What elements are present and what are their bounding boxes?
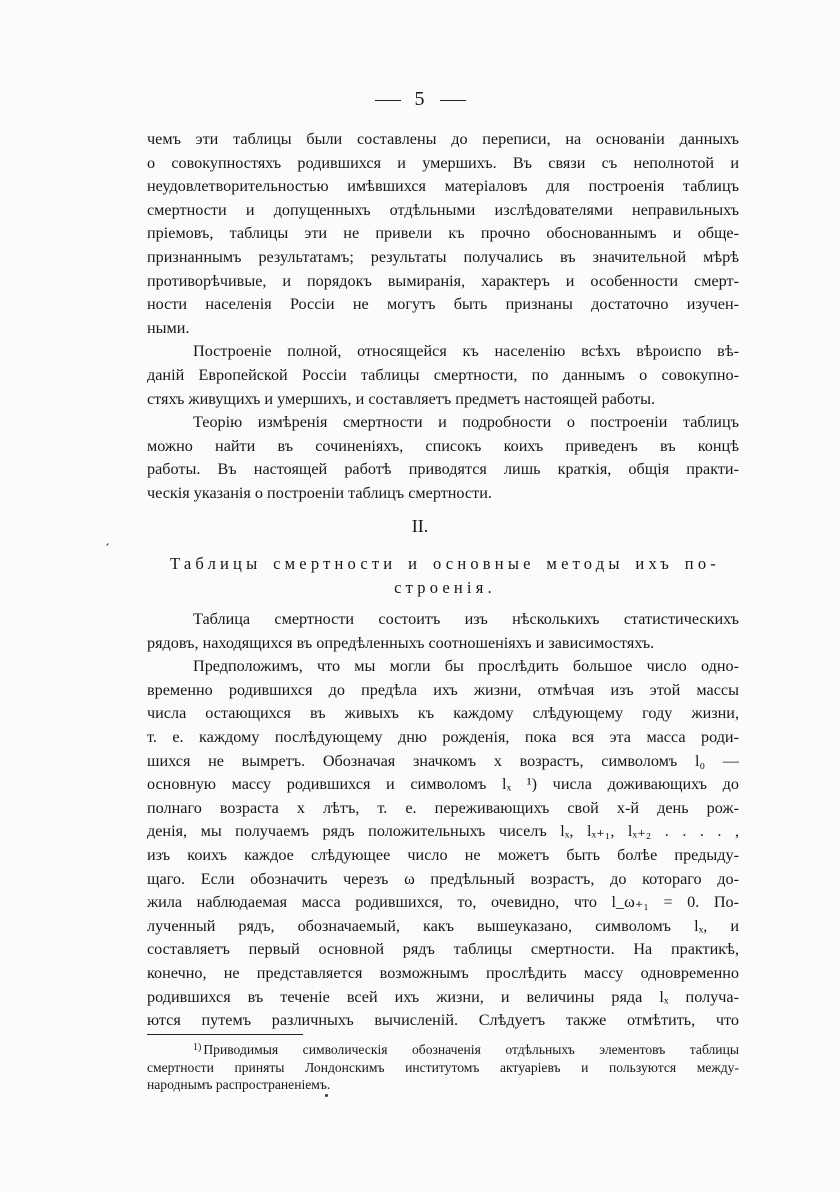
- footnote: [147, 1041, 739, 1094]
- print-speck: [106, 543, 109, 546]
- footnote-mark: 1): [193, 1042, 202, 1053]
- text-line: т. е. каждому послѣдующему дню рожденія, пока вся эта масса роди-: [147, 727, 739, 746]
- print-speck: [325, 1094, 328, 1097]
- text-line: Таблица смертности состоитъ изъ нѣсколькихъ статистическихъ: [193, 610, 739, 628]
- text-line: изъ коихъ каждое слѣдующее число не можетъ быть болѣе предыду-: [147, 845, 739, 864]
- footnote-line: смертности приняты Лондонскимъ институтомъ актуаріевъ и пользуются между-: [147, 1059, 739, 1075]
- body-text-top: [147, 128, 739, 506]
- text-line: можно найти въ сочиненіяхъ, списокъ коихъ приведенъ въ концѣ: [147, 436, 739, 455]
- text-line: о совокупностяхъ родившихся и умершихъ. Въ связи съ неполнотой и: [147, 153, 739, 172]
- text-line: Построеніе полной, относящейся къ населенію всѣхъ вѣроиспо вѣ-: [193, 342, 739, 361]
- section-title-line: Таблицы смертности и основные методы ихъ по-: [170, 554, 720, 573]
- text-line: пріемовъ, таблицы эти не привели къ прочно обоснованнымъ и обще-: [147, 224, 739, 243]
- text-line: Предположимъ, что мы могли бы прослѣдить большое число одно-: [193, 657, 739, 676]
- text-line: Теорію измѣренія смертности и подробности о построеніи таблицъ: [193, 413, 739, 432]
- page-number-dash-left: [375, 100, 401, 101]
- text-line: ческія указанія о построеніи таблицъ смертности.: [147, 483, 492, 502]
- footnote-text: Приводимыя символическія обозначенія отдѣльныхъ элементовъ таблицы: [203, 1042, 739, 1057]
- body-text-bottom: [147, 608, 739, 1033]
- footnote-line: народнымъ распространеніемъ.: [147, 1077, 331, 1092]
- text-line: конечно, не представляется возможнымъ прослѣдить массу одновременно: [147, 963, 739, 982]
- page-number-dash-right: [440, 100, 466, 101]
- text-line: стяхъ живущихъ и умершихъ, и составляетъ предметъ настоящей работы.: [147, 389, 656, 408]
- footnote-line: [147, 1041, 739, 1059]
- section-title-line: строенія.: [394, 578, 496, 597]
- text-line: временно родившихся до предѣла ихъ жизни, отмѣчая изъ этой массы: [147, 680, 739, 699]
- text-line: основную массу родившихся и символомъ lₓ ¹) числа доживающихъ до: [147, 775, 739, 794]
- text-line: противорѣчивые, и порядокъ вымиранія, характеръ и особенности смерт-: [147, 271, 739, 290]
- text-line: жила наблюдаемая масса родившихся, то, очевидно, что l_ω₊₁ = 0. По-: [147, 893, 739, 912]
- text-line: полнаго возраста x лѣтъ, т. е. переживающихъ свой x-й день рож-: [147, 798, 739, 817]
- text-line: составляетъ первый основной рядъ таблицы смертности. На практикѣ,: [147, 940, 739, 959]
- footnote-rule: [147, 1034, 303, 1035]
- text-line: неудовлетворительностью имѣвшихся матеріаловъ для построенія таблицъ: [147, 177, 739, 196]
- text-line: ются путемъ различныхъ вычисленій. Слѣдуетъ также отмѣтить, что: [147, 1011, 739, 1030]
- text-line: лученный рядъ, обозначаемый, какъ вышеуказано, символомъ lₓ, и: [147, 916, 739, 935]
- text-line: шихся не вымретъ. Обозначая значкомъ x возрастъ, символомъ l₀ —: [147, 751, 739, 770]
- section-title: [170, 552, 720, 600]
- text-line: числа остающихся въ живыхъ къ каждому слѣдующему году жизни,: [147, 704, 739, 723]
- page-number: 5: [414, 88, 426, 110]
- text-line: денія, мы получаемъ рядъ положительныхъ чиселъ lₓ, lₓ₊₁, lₓ₊₂ . . . . ,: [147, 822, 739, 841]
- section-number: II.: [411, 516, 429, 536]
- text-line: рядовъ, находящихся въ опредѣленныхъ соотношеніяхъ и зависимостяхъ.: [147, 633, 655, 652]
- text-line: ности населенія Россіи не могутъ быть признаны достаточно изучен-: [147, 295, 739, 314]
- text-line: чемъ эти таблицы были составлены до переписи, на основаніи данныхъ: [147, 130, 739, 148]
- text-line: ными.: [147, 318, 190, 337]
- text-line: работы. Въ настоящей работѣ приводятся лишь краткія, общія практи-: [147, 460, 739, 479]
- text-line: даній Европейской Россіи таблицы смертности, по даннымъ о совокупно-: [147, 365, 739, 384]
- text-line: признаннымъ результатамъ; результаты получались въ значительной мѣрѣ: [147, 247, 739, 266]
- text-line: смертности и допущенныхъ отдѣльными изслѣдователями неправильныхъ: [147, 200, 739, 219]
- text-line: щаго. Если обозначить черезъ ω предѣльный возрастъ, до котораго до-: [147, 869, 739, 888]
- page-number-header: [0, 88, 840, 111]
- text-line: родившихся въ теченіе всей ихъ жизни, и величины ряда lₓ получа-: [147, 987, 739, 1006]
